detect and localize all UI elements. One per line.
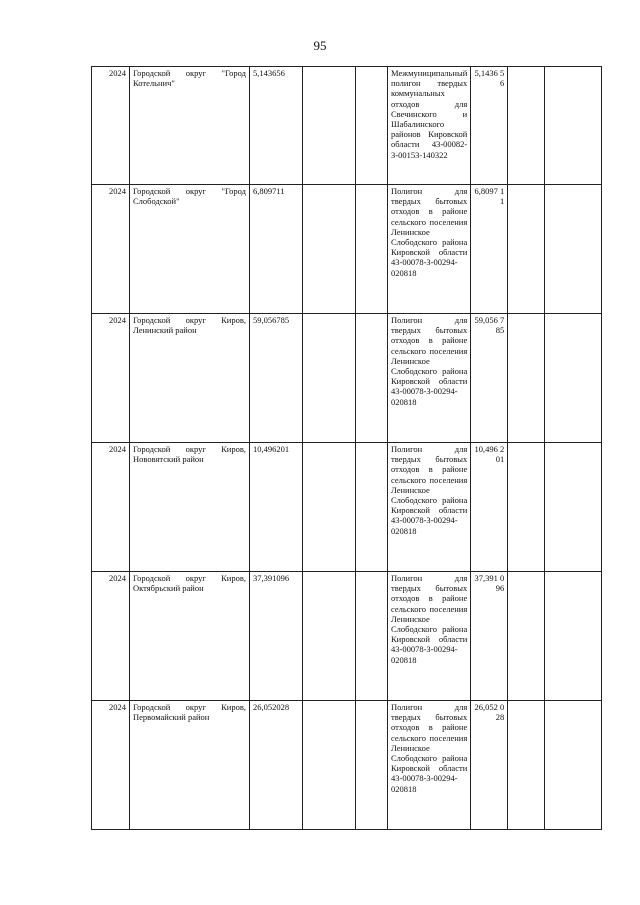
empty-cell xyxy=(303,314,356,443)
year-cell: 2024 xyxy=(92,67,130,185)
facility-cell: Полигон для твердых бытовых отходов в районе сельского поселения Ленинское Слободского района Кировской области 43-00078-З-00294-020818 xyxy=(388,314,471,443)
empty-cell xyxy=(303,701,356,830)
facility-cell: Полигон для твердых бытовых отходов в районе сельского поселения Ленинское Слободского района Кировской области 43-00078-З-00294-020818 xyxy=(388,572,471,701)
table-row xyxy=(92,314,602,443)
facility-mass-cell: 5,1436 56 xyxy=(471,67,508,185)
table-row xyxy=(92,572,602,701)
table-row xyxy=(92,443,602,572)
empty-cell xyxy=(545,185,602,314)
table-row xyxy=(92,701,602,830)
facility-mass-cell: 10,496 201 xyxy=(471,443,508,572)
facility-mass-cell: 59,056 785 xyxy=(471,314,508,443)
year-cell: 2024 xyxy=(92,572,130,701)
year-cell: 2024 xyxy=(92,443,130,572)
facility-cell: Полигон для твердых бытовых отходов в районе сельского поселения Ленинское Слободского района Кировской области 43-00078-З-00294-020818 xyxy=(388,185,471,314)
empty-cell xyxy=(303,67,356,185)
municipality-cell: Городской округ Киров, Ленинский район xyxy=(130,314,250,443)
empty-cell xyxy=(545,701,602,830)
facility-mass-cell: 37,391 096 xyxy=(471,572,508,701)
empty-cell xyxy=(356,572,388,701)
mass-value-cell: 37,391096 xyxy=(250,572,303,701)
waste-allocation-table xyxy=(91,66,602,830)
empty-cell xyxy=(545,572,602,701)
facility-mass-cell: 6,8097 11 xyxy=(471,185,508,314)
page-number: 95 xyxy=(313,38,327,53)
empty-cell xyxy=(508,314,545,443)
municipality-cell: Городской округ Киров, Нововятский район xyxy=(130,443,250,572)
empty-cell xyxy=(508,443,545,572)
empty-cell xyxy=(545,443,602,572)
empty-cell xyxy=(545,314,602,443)
facility-cell: Межмуниципальный полигон твердых коммунальных отходов для Свечинского и Шабалинского районов Кировской области 43-00082-З-00153-140322 xyxy=(388,67,471,185)
empty-cell xyxy=(303,185,356,314)
empty-cell xyxy=(356,185,388,314)
empty-cell xyxy=(356,67,388,185)
empty-cell xyxy=(508,572,545,701)
municipality-cell: Городской округ Киров, Первомайский район xyxy=(130,701,250,830)
year-cell: 2024 xyxy=(92,701,130,830)
table-row xyxy=(92,185,602,314)
empty-cell xyxy=(508,701,545,830)
empty-cell xyxy=(508,185,545,314)
year-cell: 2024 xyxy=(92,314,130,443)
municipality-cell: Городской округ Киров, Октябрьский район xyxy=(130,572,250,701)
mass-value-cell: 10,496201 xyxy=(250,443,303,572)
empty-cell xyxy=(356,701,388,830)
year-cell: 2024 xyxy=(92,185,130,314)
mass-value-cell: 59,056785 xyxy=(250,314,303,443)
empty-cell xyxy=(545,67,602,185)
empty-cell xyxy=(303,443,356,572)
facility-cell: Полигон для твердых бытовых отходов в районе сельского поселения Ленинское Слободского района Кировской области 43-00078-З-00294-020818 xyxy=(388,443,471,572)
empty-cell xyxy=(356,314,388,443)
empty-cell xyxy=(508,67,545,185)
mass-value-cell: 6,809711 xyxy=(250,185,303,314)
facility-cell: Полигон для твердых бытовых отходов в районе сельского поселения Ленинское Слободского района Кировской области 43-00078-З-00294-020818 xyxy=(388,701,471,830)
table-row xyxy=(92,67,602,185)
empty-cell xyxy=(303,572,356,701)
facility-mass-cell: 26,052 028 xyxy=(471,701,508,830)
mass-value-cell: 26,052028 xyxy=(250,701,303,830)
empty-cell xyxy=(356,443,388,572)
mass-value-cell: 5,143656 xyxy=(250,67,303,185)
municipality-cell: Городской округ "Город Слободской" xyxy=(130,185,250,314)
municipality-cell: Городской округ "Город Котельнич" xyxy=(130,67,250,185)
